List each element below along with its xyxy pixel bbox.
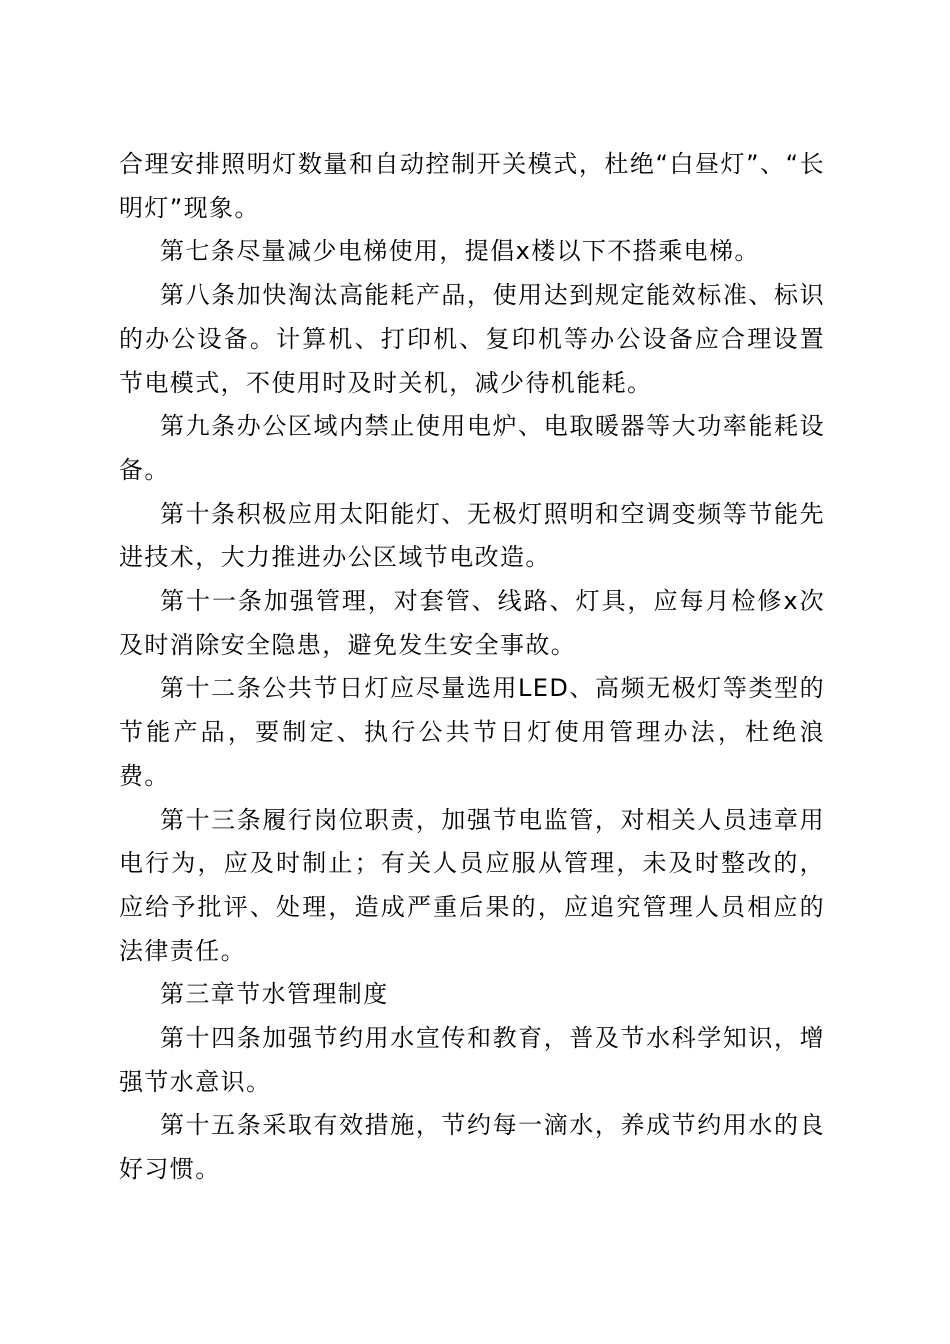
paragraph-article-7: 第七条尽量减少电梯使用，提倡x楼以下不搭乘电梯。	[160, 237, 760, 266]
paragraph-article-12: 第十二条公共节日灯应尽量选用LED、高频无极灯等类型的节能产品，要制定、执行公共节日灯使用管理办法，杜绝浪费。	[119, 674, 825, 790]
document-body	[119, 143, 825, 1192]
chapter-heading: 第三章节水管理制度	[160, 980, 389, 1009]
paragraph-article-13: 第十三条履行岗位职责，加强节电监管，对相关人员违章用电行为，应及时制止；有关人员应服从管理，未及时整改的，应给予批评、处理，造成严重后果的，应追究管理人员相应的法律责任。	[119, 805, 825, 965]
paragraph-article-15: 第十五条采取有效措施，节约每一滴水，养成节约用水的良好习惯。	[119, 1111, 825, 1184]
paragraph-article-8: 第八条加快淘汰高能耗产品，使用达到规定能效标准、标识的办公设备。计算机、打印机、复印机等办公设备应合理设置节电模式，不使用时及时关机，减少待机能耗。	[119, 281, 825, 397]
paragraph-article-14: 第十四条加强节约用水宣传和教育，普及节水科学知识，增强节水意识。	[119, 1024, 825, 1096]
paragraph-article-11: 第十一条加强管理，对套管、线路、灯具，应每月检修x次及时消除安全隐患，避免发生安全事故。	[119, 587, 825, 659]
paragraph-continuation: 合理安排照明灯数量和自动控制开关模式，杜绝“白昼灯”、“长明灯”现象。	[119, 150, 825, 222]
paragraph-article-10: 第十条积极应用太阳能灯、无极灯照明和空调变频等节能先进技术，大力推进办公区域节电改造。	[119, 499, 825, 572]
paragraph-article-9: 第九条办公区域内禁止使用电炉、电取暖器等大功率能耗设备。	[119, 412, 825, 484]
